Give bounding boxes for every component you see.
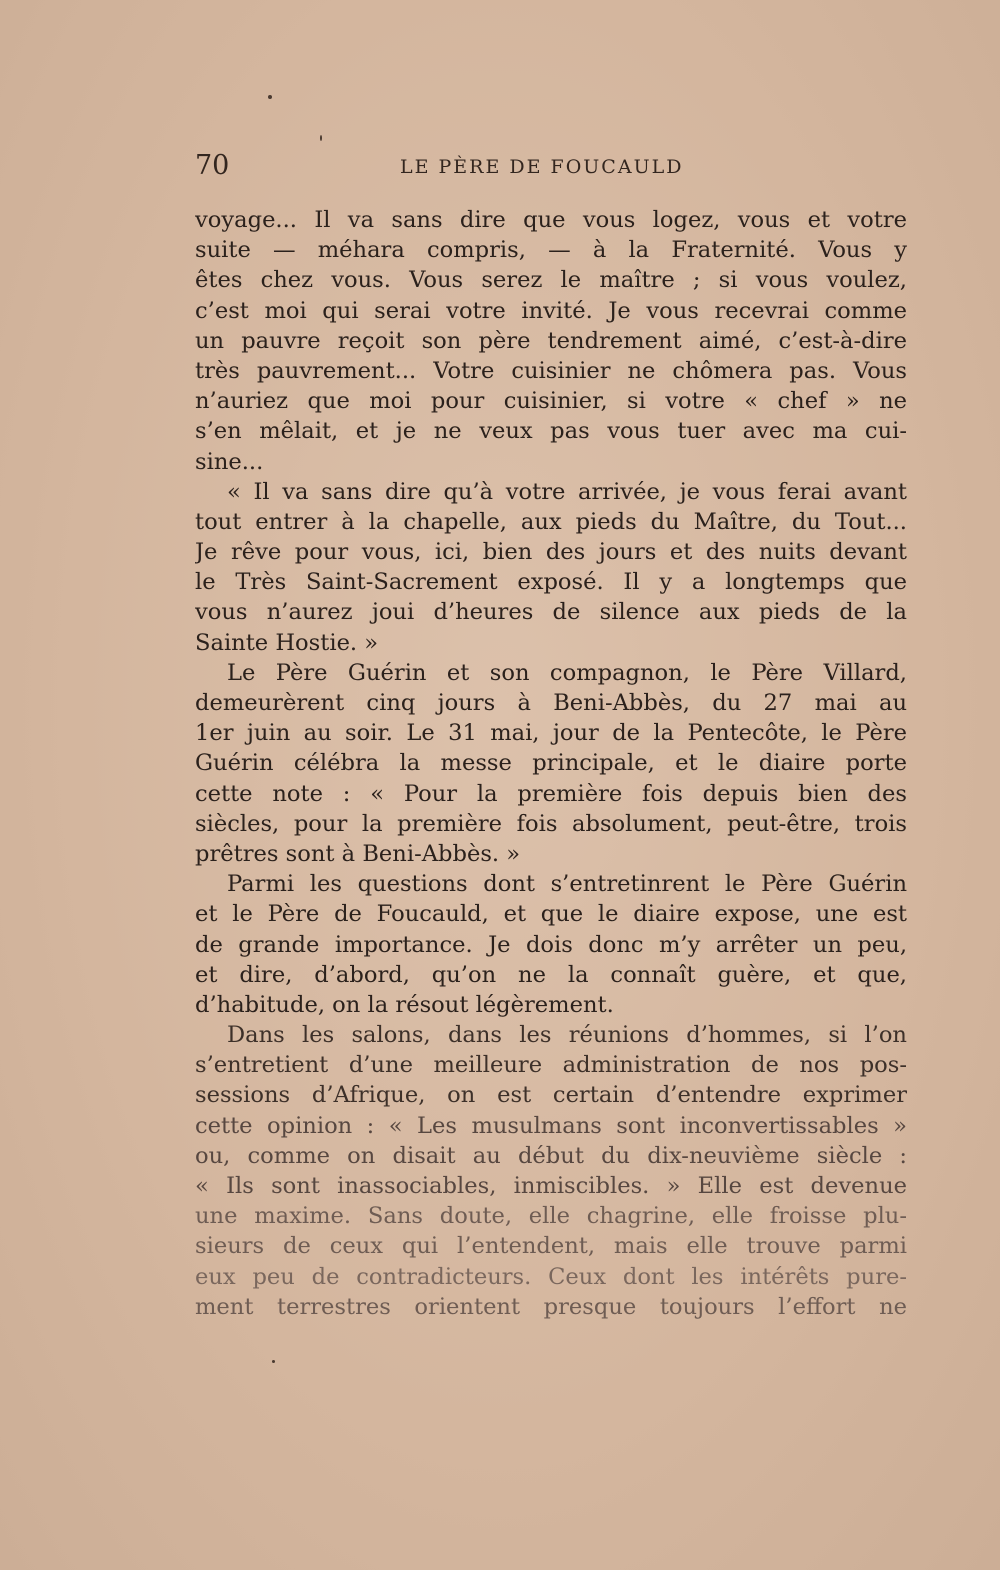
text-line: s’en mêlait, et je ne veux pas vous tuer avec ma cui- (195, 418, 907, 445)
running-title: LE PÈRE DE FOUCAULD (400, 156, 684, 178)
text-line: Je rêve pour vous, ici, bien des jours et des nuits devant (195, 539, 907, 566)
ink-speck (272, 1360, 275, 1363)
text-line: et dire, d’abord, qu’on ne la connaît guère, et que, (195, 961, 907, 988)
text-line: vous n’aurez joui d’heures de silence aux pieds de la (195, 599, 907, 626)
body-text (195, 205, 907, 1322)
page-number: 70 (195, 150, 230, 181)
text-line: demeurèrent cinq jours à Beni-Abbès, du 27 mai au (195, 690, 907, 716)
text-line: Parmi les questions dont s’entretinrent le Père Guérin (227, 871, 907, 898)
ink-speck (268, 95, 272, 99)
text-line: 1er juin au soir. Le 31 mai, jour de la Pentecôte, le Père (195, 720, 907, 747)
text-line: cette note : « Pour la première fois depuis bien des (195, 780, 907, 807)
text-line: êtes chez vous. Vous serez le maître ; si vous voulez, (195, 267, 907, 294)
ink-speck (320, 135, 322, 141)
text-line: Sainte Hostie. » (195, 629, 379, 656)
text-line: d’habitude, on la résout légèrement. (195, 991, 614, 1018)
text-line: voyage... Il va sans dire que vous logez, vous et votre (195, 207, 907, 233)
text-line: très pauvrement... Votre cuisinier ne chômera pas. Vous (195, 357, 907, 384)
text-line: sine... (195, 448, 264, 475)
text-line: n’auriez que moi pour cuisinier, si votre « chef » ne (195, 388, 907, 415)
text-line: une maxime. Sans doute, elle chagrine, elle froisse plu- (195, 1203, 907, 1230)
text-line: sieurs de ceux qui l’entendent, mais elle trouve parmi (195, 1233, 907, 1260)
text-line: siècles, pour la première fois absolument, peut-être, trois (195, 810, 907, 837)
text-line: Guérin célébra la messe principale, et le diaire porte (195, 750, 907, 777)
text-line: ou, comme on disait au début du dix-neuvième siècle : (195, 1142, 907, 1169)
text-line: tout entrer à la chapelle, aux pieds du Maître, du Tout... (195, 508, 907, 535)
text-line: eux peu de contradicteurs. Ceux dont les intérêts pure- (195, 1263, 907, 1290)
text-line: suite — méhara compris, — à la Fraternité. Vous y (195, 237, 907, 264)
text-line: Dans les salons, dans les réunions d’hommes, si l’on (227, 1022, 907, 1049)
text-line: le Très Saint-Sacrement exposé. Il y a longtemps que (195, 569, 907, 596)
text-line: c’est moi qui serai votre invité. Je vous recevrai comme (195, 297, 907, 324)
text-line: et le Père de Foucauld, et que le diaire expose, une est (195, 901, 907, 928)
text-line: un pauvre reçoit son père tendrement aimé, c’est-à-dire (195, 327, 907, 354)
text-line: cette opinion : « Les musulmans sont inconvertissables » (195, 1112, 907, 1139)
text-line: s’entretient d’une meilleure administration de nos pos- (195, 1052, 907, 1079)
text-line: sessions d’Afrique, on est certain d’entendre exprimer (195, 1082, 907, 1109)
page-header (195, 150, 907, 186)
text-line: de grande importance. Je dois donc m’y arrêter un peu, (195, 931, 907, 958)
text-line: prêtres sont à Beni-Abbès. » (195, 840, 521, 867)
text-line: « Il va sans dire qu’à votre arrivée, je vous ferai avant (227, 478, 907, 505)
text-line: « Ils sont inassociables, inmiscibles. » Elle est devenue (195, 1173, 907, 1199)
text-line: Le Père Guérin et son compagnon, le Père Villard, (227, 659, 907, 686)
text-line: ment terrestres orientent presque toujours l’effort ne (195, 1293, 907, 1320)
